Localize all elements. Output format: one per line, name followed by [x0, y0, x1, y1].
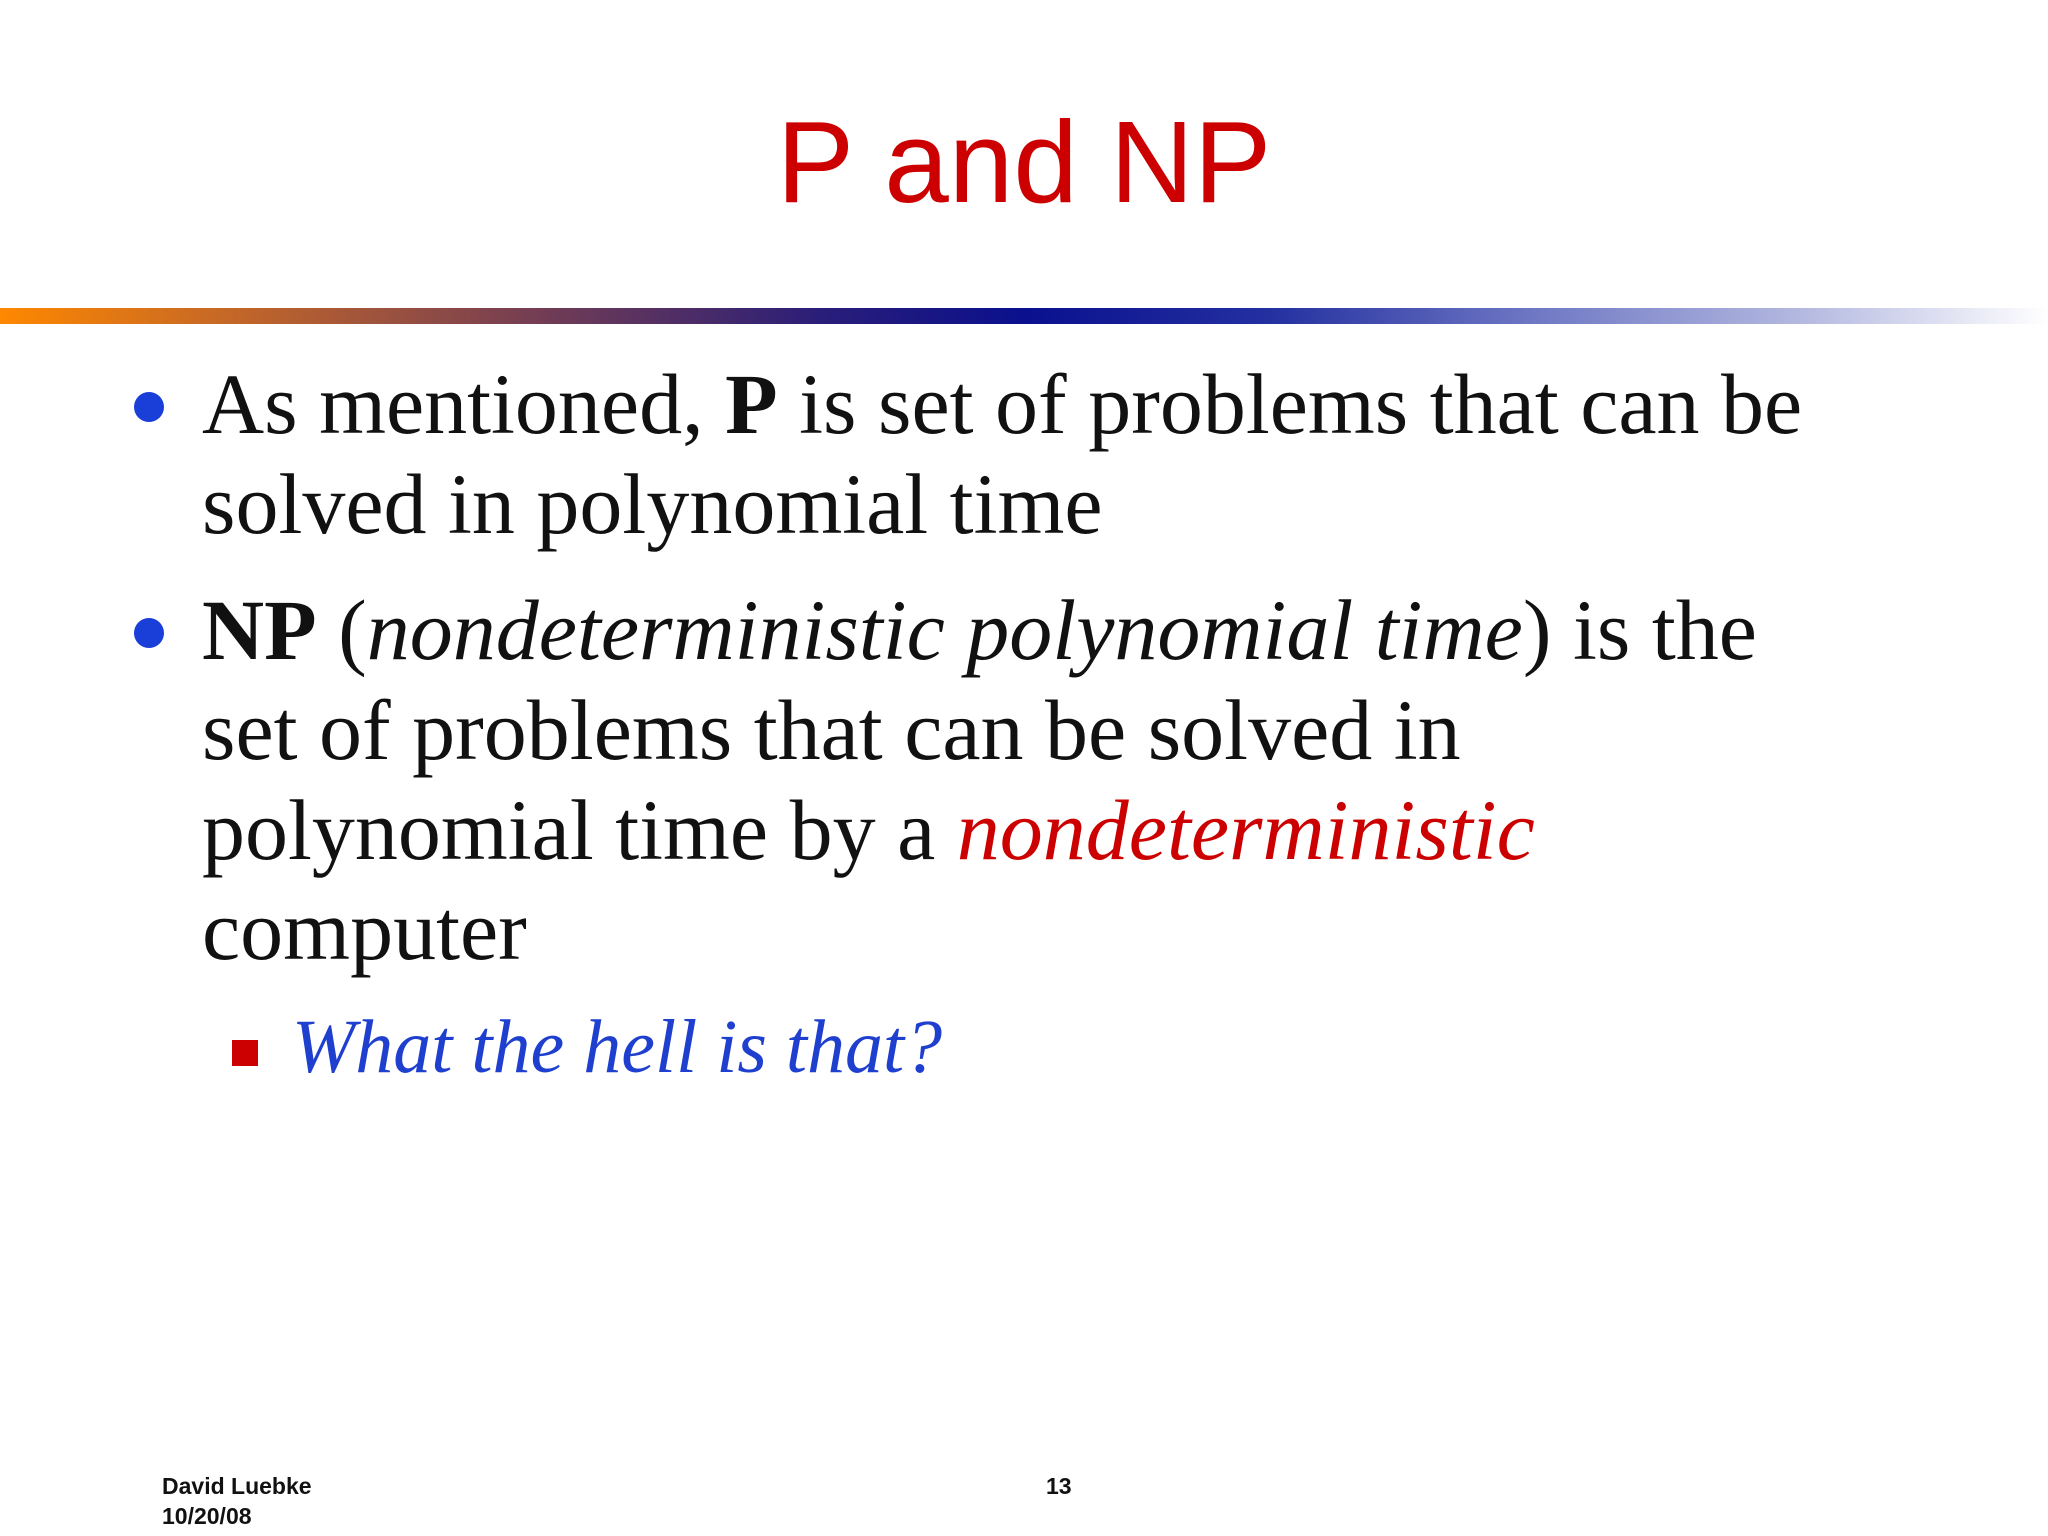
bullet-2-line-3-pre: polynomial time by a	[202, 782, 957, 878]
bullet-1-term-p: P	[725, 356, 778, 452]
bullet-2-text-post: ) is the	[1522, 582, 1757, 678]
bullet-2-line-2: set of problems that can be solved in	[202, 682, 1461, 778]
footer-date: 10/20/08	[162, 1503, 252, 1529]
sub-bullet-item: What the hell is that?	[292, 1005, 943, 1089]
bullet-2-emphasis: nondeterministic	[956, 782, 1535, 878]
bullet-dot-icon	[134, 392, 164, 422]
footer-author: David Luebke	[162, 1473, 312, 1499]
bullet-dot-icon	[134, 618, 164, 648]
bullet-2-term-np: NP	[202, 582, 317, 678]
bullet-1-text-pre: As mentioned,	[202, 356, 726, 452]
bullet-2-expansion: nondeterministic polynomial time	[366, 582, 1523, 678]
sub-bullet-square-icon	[232, 1040, 258, 1066]
footer-page-number: 13	[1046, 1473, 1072, 1499]
bullet-item-1	[202, 354, 1802, 554]
bullet-1-line-1	[202, 354, 1802, 454]
bullet-item-2	[202, 580, 1757, 980]
bullet-2-open-paren: (	[316, 582, 367, 678]
bullet-2-line-1	[202, 580, 1757, 680]
bullet-2-line-3	[202, 780, 1757, 880]
bullet-2-line-4: computer	[202, 882, 527, 978]
bullet-1-line-2: solved in polynomial time	[202, 456, 1103, 552]
slide-title: P and NP	[776, 97, 1272, 227]
bullet-1-text-post: is set of problems that can be	[777, 356, 1803, 452]
